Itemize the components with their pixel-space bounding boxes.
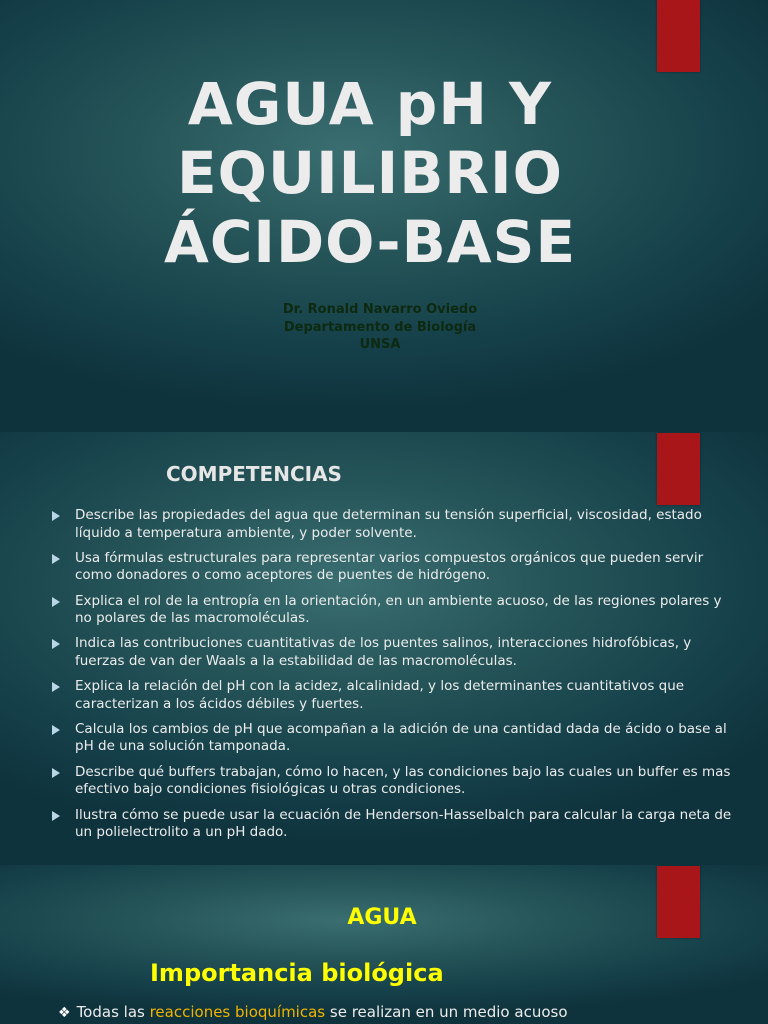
list-item	[52, 764, 732, 799]
title-line: ÁCIDO-BASE	[163, 208, 577, 276]
author-university: UNSA	[359, 337, 401, 352]
bullet-arrow-icon	[52, 811, 60, 821]
competencias-slide	[0, 432, 768, 865]
list-item	[52, 635, 732, 670]
slide-heading: AGUA	[347, 905, 417, 930]
slide-title	[0, 70, 740, 277]
list-item-text: Calcula los cambios de pH que acompañan a la adición de una cantidad dada de ácido o base al pH de una solución tamponada.	[75, 720, 727, 755]
title-line: EQUILIBRIO	[177, 139, 563, 207]
point-text: se realizan en un medio acuoso	[325, 1003, 568, 1021]
bullet-arrow-icon	[52, 639, 60, 649]
list-item	[52, 678, 732, 713]
slide-heading: COMPETENCIAS	[166, 462, 342, 486]
list-item-text: Usa fórmulas estructurales para representar varios compuestos orgánicos que pueden servir como donadores o como aceptores de puentes de hidrógeno.	[75, 549, 704, 584]
bullet-arrow-icon	[52, 554, 60, 564]
point-text: Todas las	[76, 1003, 150, 1021]
list-item	[52, 807, 732, 842]
list-item	[52, 550, 732, 585]
list-item	[58, 1003, 568, 1021]
bullet-arrow-icon	[52, 725, 60, 735]
title-line: AGUA pH Y	[187, 70, 553, 138]
slide-subheading: Importancia biológica	[150, 959, 444, 987]
bullet-arrow-icon	[52, 768, 60, 778]
author-department: Departamento de Biología	[283, 319, 477, 335]
diamond-bullet-icon: ❖	[58, 1005, 71, 1021]
list-item-text: Explica el rol de la entropía en la orientación, en un ambiente acuoso, de las regiones polares y no polares de las macromoléculas.	[75, 592, 722, 627]
bullet-arrow-icon	[52, 511, 60, 521]
accent-bar	[657, 0, 700, 72]
list-item-text: Describe las propiedades del agua que determinan su tensión superficial, viscosidad, estado líquido a temperatura ambiente, y poder solvente.	[75, 507, 702, 541]
list-item	[52, 593, 732, 628]
author-block	[230, 301, 530, 354]
list-item-text: Indica las contribuciones cuantitativas de los puentes salinos, interacciones hidrofóbicas, y fuerzas de van der Waals a la estabilidad de las macromoléculas.	[75, 635, 692, 669]
list-item-text: Explica la relación del pH con la acidez, alcalinidad, y los determinantes cuantitativos que caracterizan a los ácidos débiles y fuertes.	[75, 678, 685, 712]
competencias-list	[52, 507, 732, 849]
bullet-arrow-icon	[52, 597, 60, 607]
bullet-arrow-icon	[52, 682, 60, 692]
author-name: Dr. Ronald Navarro Oviedo	[282, 302, 478, 317]
agua-slide	[0, 865, 768, 1024]
list-item-text: Ilustra cómo se puede usar la ecuación de Henderson-Hasselbalch para calcular la carga neta de un polielectrolito a un pH dado.	[75, 806, 732, 841]
title-slide	[0, 0, 768, 432]
list-item	[52, 507, 732, 542]
list-item-text: Describe qué buffers trabajan, cómo lo hacen, y las condiciones bajo las cuales un buffer es mas efectivo bajo condiciones fisiológicas u otras condiciones.	[75, 763, 731, 798]
point-highlight: reacciones bioquímicas	[149, 1003, 326, 1021]
list-item	[52, 721, 732, 756]
accent-bar	[657, 433, 700, 505]
